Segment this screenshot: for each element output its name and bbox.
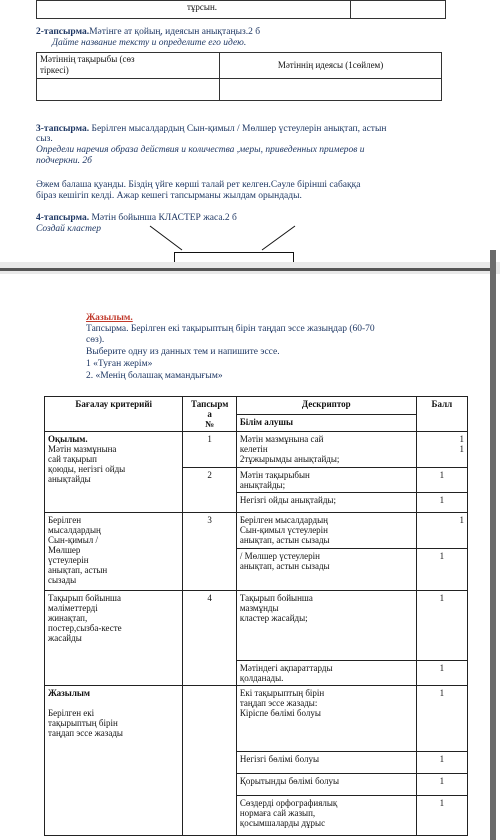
- header-descriptor: Дескриптор: [236, 397, 416, 415]
- task3-ru-line1: Определи наречия образа действия и количества ,меры, приведенных примеров и: [36, 145, 365, 155]
- task2-col1-header: Мәтіннің тақырыбы (сөз тіркесі): [37, 53, 220, 79]
- example-line2: біраз кешігіп келді. Ажар кешегі тапсырманы жылдам орындады.: [36, 191, 302, 201]
- criteria-reading: Оқылым. Мәтін мазмұнына сай тақырып қоюды, негізгі ойды анықтайды: [45, 432, 183, 513]
- score-row-2: 1: [416, 468, 467, 493]
- topic-1: 1 «Туған жерім»: [86, 359, 153, 369]
- cluster-connector-lines: [0, 0, 500, 262]
- score-row-5: 1: [416, 549, 467, 591]
- writing-task-line2: сөз).: [86, 335, 105, 345]
- document-page-top: [0, 0, 500, 262]
- writing-ru-line: Выберите одну из данных тем и напишите эссе.: [86, 347, 280, 357]
- descriptor-row-9: Негізгі бөлімі болуы: [236, 752, 416, 774]
- score-row-6: 1: [416, 591, 467, 661]
- page-boundary-line: [0, 268, 490, 271]
- task2-title: 2-тапсырма.Мәтінге ат қойың, идеясын анықтаңыз.2 б: [36, 27, 261, 37]
- task4-title: 4-тапсырма. Мәтін бойынша КЛАСТЕР жаса.2 б: [36, 213, 237, 223]
- assessment-table: [44, 396, 468, 836]
- score-row-1: 1 1: [416, 432, 467, 468]
- previous-row-text: тұрсын.: [37, 1, 351, 19]
- score-row-8: 1: [416, 686, 467, 752]
- task-number-writing: [183, 686, 236, 836]
- header-score: Балл: [416, 397, 467, 432]
- vertical-scrollbar[interactable]: [490, 250, 496, 840]
- topic-2: 2. «Менің болашақ мамандығым»: [86, 371, 223, 381]
- score-row-9: 1: [416, 752, 467, 774]
- descriptor-row-10: Қорытынды бөлімі болуы: [236, 774, 416, 796]
- header-criteria: Бағалау критерийі: [45, 397, 183, 432]
- score-row-11: 1: [416, 796, 467, 836]
- header-student: Білім алушы: [236, 414, 416, 432]
- criteria-cluster: Тақырып бойынша мәліметтерді жинақтап, постер,сызба-кесте жасайды: [45, 591, 183, 686]
- descriptor-row-6: Тақырып бойынша мазмұнды кластер жасайды;: [236, 591, 416, 661]
- task-number-2: 2: [183, 468, 236, 513]
- score-row-4: 1: [416, 513, 467, 549]
- task2-col2-header: Мәтіннің идеясы (1сөйлем): [220, 53, 442, 79]
- score-row-3: 1: [416, 493, 467, 513]
- descriptor-row-2: Мәтін тақырыбын анықтайды;: [236, 468, 416, 493]
- task-number-1: 1: [183, 432, 236, 468]
- task-number-4: 4: [183, 591, 236, 686]
- descriptor-row-11: Сөздерді орфографиялық нормаға сай жазып, қосымшаларды дұрыс: [236, 796, 416, 836]
- task3-ru-line2: подчеркни. 2б: [36, 156, 92, 166]
- task-number-3: 3: [183, 513, 236, 591]
- example-line1: Әжем балаша қуанды. Біздің үйге көрші талай рет келген.Сәуле бірінші сабаққа: [36, 180, 361, 190]
- criteria-writing: Жазылым Берілген екі тақырыптың бірін таңдап эссе жазады: [45, 686, 183, 836]
- criteria-adverbs: Берілген мысалдардың Сын-қимыл / Мөлшер үстеулерін анықтап, астын сызады: [45, 513, 183, 591]
- descriptor-row-3: Негізгі ойды анықтайды;: [236, 493, 416, 513]
- task3-title-cont: сыз.: [36, 134, 53, 144]
- writing-task-line1: Тапсырма. Берілген екі тақырыптың бірін таңдап эссе жазыңдар (60-70: [86, 324, 375, 334]
- writing-heading: Жазылым.: [86, 313, 133, 323]
- descriptor-row-8: Екі тақырыптың бірін таңдап эссе жазады: Кіріспе бөлімі болуы: [236, 686, 416, 752]
- score-row-7: 1: [416, 661, 467, 686]
- task4-subtitle: Создай кластер: [36, 224, 101, 234]
- descriptor-row-7: Мәтіндегі ақпараттарды қолданады.: [236, 661, 416, 686]
- descriptor-row-4: Берілген мысалдардың Сын-қимыл үстеулерін анықтап, астын сызады: [236, 513, 416, 549]
- descriptor-row-5: / Мөлшер үстеулерін анықтап, астын сызады: [236, 549, 416, 591]
- task3-title: 3-тапсырма. Берілген мысалдардың Сын-қимыл / Мөлшер үстеулерін анықтап, астын: [36, 124, 387, 134]
- header-task-number: Тапсырм а №: [183, 397, 236, 432]
- descriptor-row-1: Мәтін мазмұнына сай келетін 2тұжырымды анықтайды;: [236, 432, 416, 468]
- task2-subtitle: Дайте название тексту и определите его идею.: [52, 38, 247, 48]
- score-row-10: 1: [416, 774, 467, 796]
